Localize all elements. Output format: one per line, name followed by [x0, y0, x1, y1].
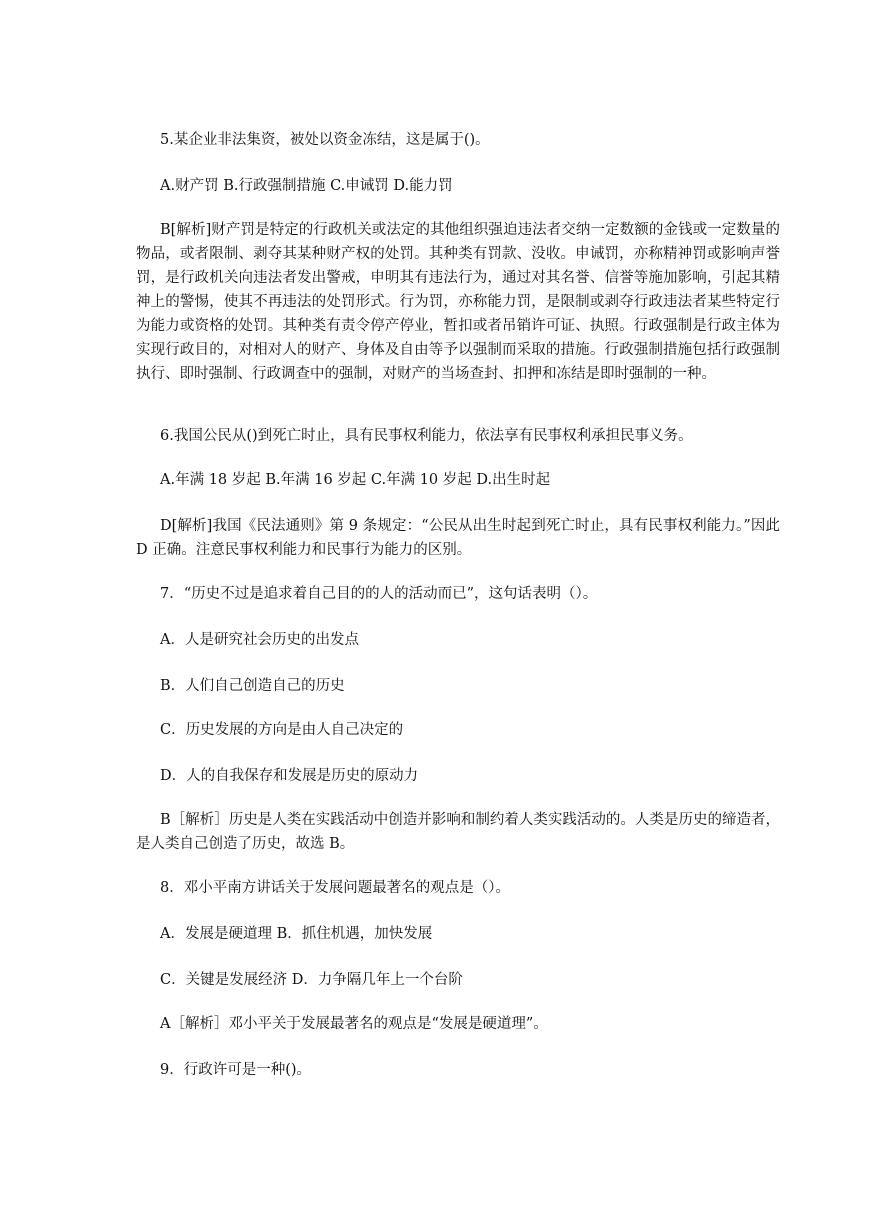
question-8-options-ab: A．发展是硬道理 B．抓住机遇，加快发展 [160, 926, 433, 942]
question-7: 7．“历史不过是追求着自己目的的人的活动而已”，这句话表明（）。 [160, 586, 598, 602]
question-7-explanation: B［解析］历史是人类在实践活动中创造并影响和制约着人类实践活动的。人类是历史的缔造者，是人类自己创造了历史，故选 B。 [136, 812, 780, 852]
question-5-options: A.财产罚 B.行政强制措施 C.申诫罚 D.能力罚 [160, 178, 453, 194]
question-8-options-cd: C．关键是发展经济 D．力争隔几年上一个台阶 [160, 972, 463, 988]
question-7-option-b: B．人们自己创造自己的历史 [160, 678, 345, 694]
question-7-option-a: A．人是研究社会历史的出发点 [160, 632, 359, 648]
question-7-option-c: C．历史发展的方向是由人自己决定的 [160, 722, 404, 738]
question-6: 6.我国公民从()到死亡时止，具有民事权利能力，依法享有民事权利承担民事义务。 [160, 428, 693, 444]
question-7-option-d: D．人的自我保存和发展是历史的原动力 [160, 768, 419, 784]
question-6-explanation: D[解析]我国《民法通则》第 9 条规定：“公民从出生时起到死亡时止，具有民事权利能力。”因此 D 正确。注意民事权利能力和民事行为能力的区别。 [136, 518, 780, 558]
question-6-options: A.年满 18 岁起 B.年满 16 岁起 C.年满 10 岁起 D.出生时起 [160, 472, 551, 488]
question-5: 5.某企业非法集资，被处以资金冻结，这是属于()。 [160, 132, 490, 148]
question-5-explanation: B[解析]财产罚是特定的行政机关或法定的其他组织强迫违法者交纳一定数额的金钱或一定数量的物品，或者限制、剥夺其某种财产权的处罚。其种类有罚款、没收。申诫罚，亦称精神罚或影响声誉罚，是行政机关向违法者发出警戒，申明其有违法行为，通过对其名誉、信誉等施加影响，引起其精神上的警惕，使其不再违法的处罚形式。行为罚，亦称能力罚，是限制或剥夺行政违法者某些特定行为能力或资格的处罚。其种类有责令停产停业，暂扣或者吊销许可证、执照。行政强制是行政主体为实现行政目的，对相对人的财产、身体及自由等予以强制而采取的措施。行政强制措施包括行政强制执行、即时强制、行政调查中的强制，对财产的当场查封、扣押和冻结是即时强制的一种。 [136, 222, 780, 382]
question-9: 9．行政许可是一种()。 [160, 1062, 312, 1078]
question-8: 8．邓小平南方讲话关于发展问题最著名的观点是（）。 [160, 880, 510, 896]
question-8-explanation: A［解析］邓小平关于发展最著名的观点是“发展是硬道理”。 [160, 1016, 548, 1032]
